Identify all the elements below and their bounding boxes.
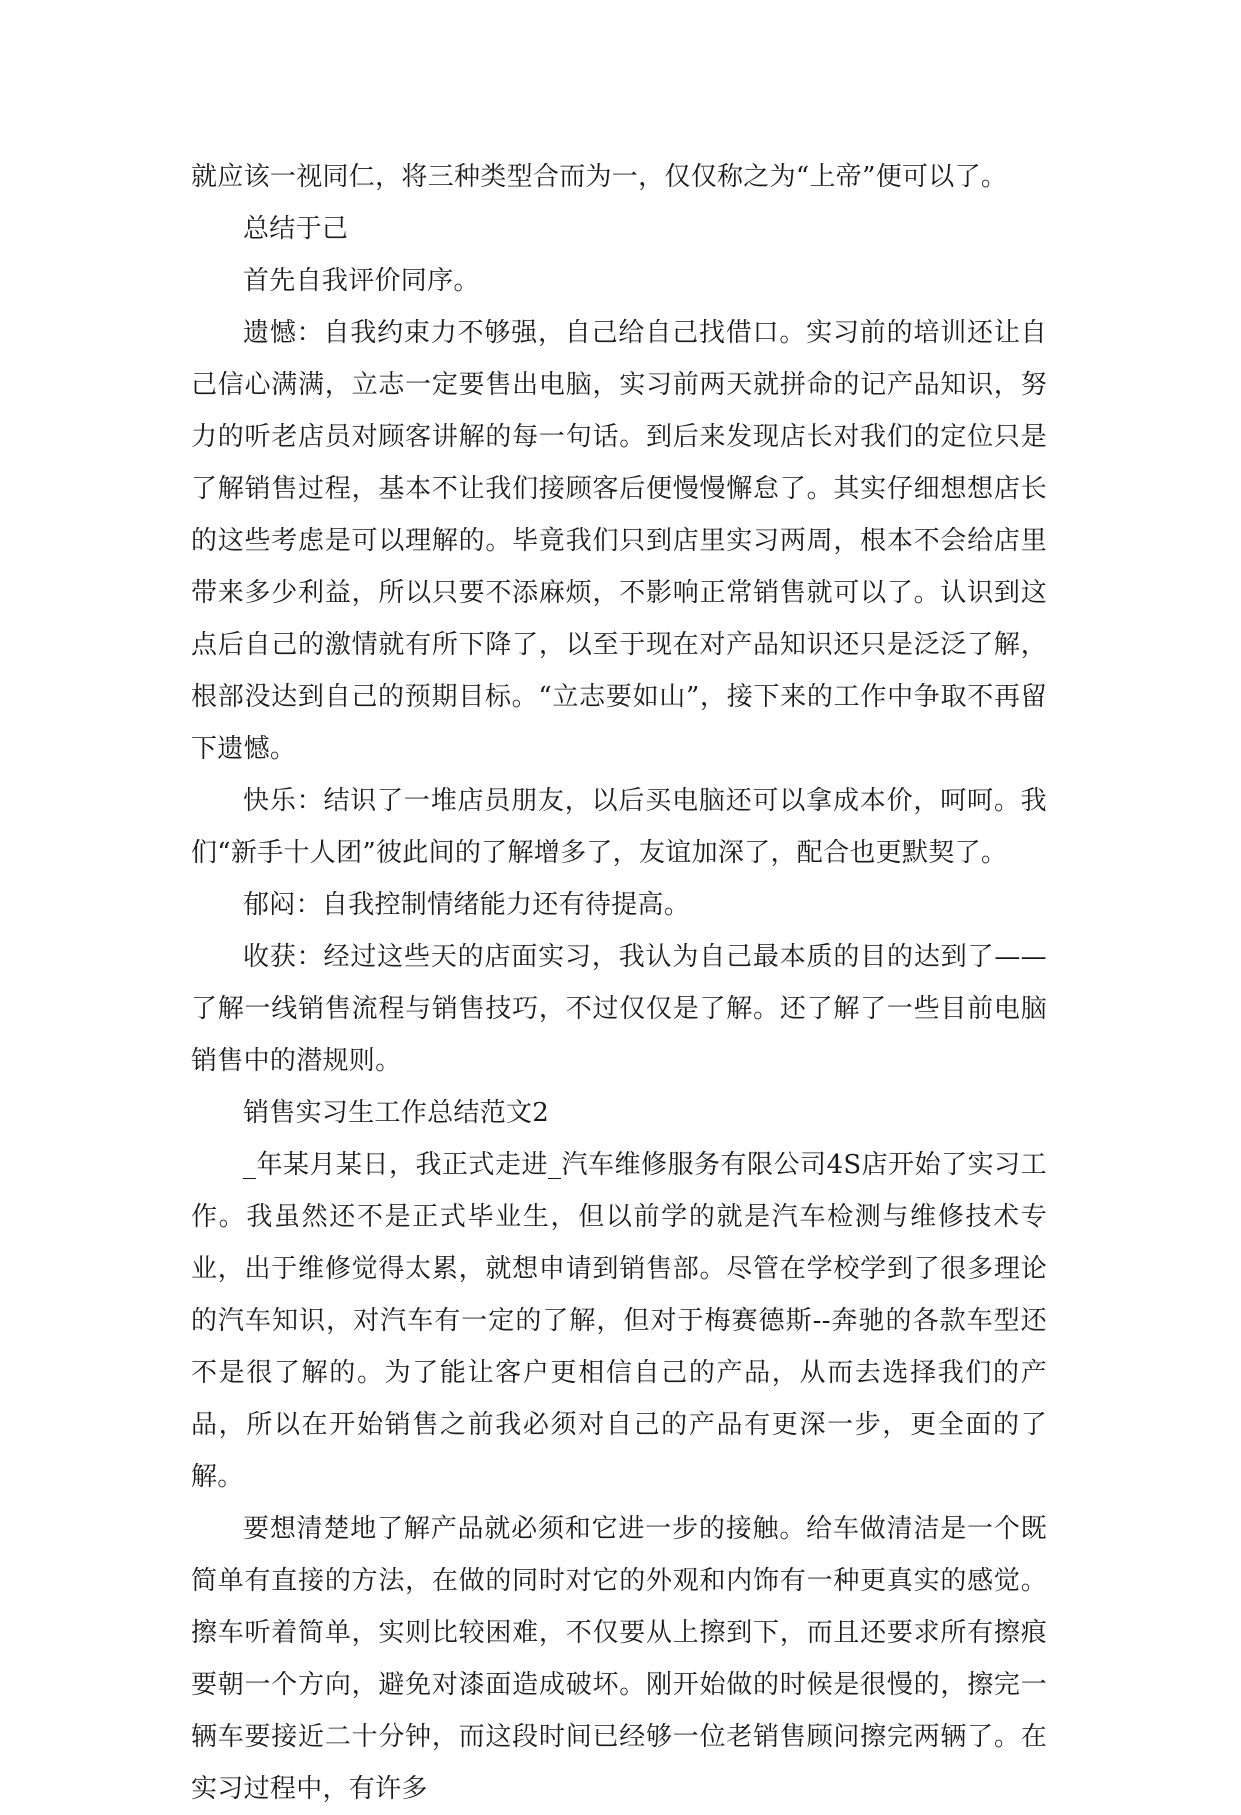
section-heading-sample-2: 销售实习生工作总结范文2 — [243, 1098, 550, 1128]
paragraph-happiness: 快乐：结识了一堆店员朋友，以后买电脑还可以拿成本价，呵呵。我们“新手十人团”彼此间的了解增多了，友谊加深了，配合也更默契了。 — [191, 786, 1047, 868]
paragraph-regrets: 遗憾：自我约束力不够强，自己给自己找借口。实习前的培训还让自己信心满满，立志一定要售出电脑，实习前两天就拼命的记产品知识，努力的听老店员对顾客讲解的每一句话。到后来发现店长对我们的定位只是了解销售过程，基本不让我们接顾客后便慢慢懈怠了。其实仔细想想店长的这些考虑是可以理解的。毕竟我们只到店里实习两周，根本不会给店里带来多少利益，所以只要不添麻烦，不影响正常销售就可以了。认识到这点后自己的激情就有所下降了，以至于现在对产品知识还只是泛泛了解，根部没达到自己的预期目标。“立志要如山”，接下来的工作中争取不再留下遗憾。 — [191, 318, 1047, 764]
section-heading-self-summary: 总结于己 — [243, 214, 349, 244]
paragraph-self-evaluation-intro: 首先自我评价同序。 — [243, 266, 480, 296]
paragraph-continued: 就应该一视同仁，将三种类型合而为一，仅仅称之为“上帝”便可以了。 — [191, 162, 1008, 192]
paragraph-product-knowledge: 要想清楚地了解产品就必须和它进一步的接触。给车做清洁是一个既简单有直接的方法，在做的同时对它的外观和内饰有一种更真实的感觉。擦车听着简单，实则比较困难，不仅要从上擦到下，而且还要求所有擦痕要朝一个方向，避免对漆面造成破坏。刚开始做的时候是很慢的，擦完一辆车要接近二十分钟，而这段时间已经够一位老销售顾问擦完两辆了。在实习过程中，有许多 — [191, 1514, 1047, 1804]
paragraph-gains: 收获：经过这些天的店面实习，我认为自己最本质的目的达到了——了解一线销售流程与销售技巧，不过仅仅是了解。还了解了一些目前电脑销售中的潜规则。 — [191, 942, 1047, 1076]
paragraph-frustration: 郁闷：自我控制情绪能力还有待提高。 — [243, 890, 691, 920]
paragraph-internship-start: _年某月某日，我正式走进_汽车维修服务有限公司4S店开始了实习工作。我虽然还不是正式毕业生，但以前学的就是汽车检测与维修技术专业，出于维修觉得太累，就想申请到销售部。尽管在学校学到了很多理论的汽车知识，对汽车有一定的了解，但对于梅赛德斯--奔驰的各款车型还不是很了解的。为了能让客户更相信自己的产品，从而去选择我们的产品，所以在开始销售之前我必须对自己的产品有更深一步，更全面的了解。 — [191, 1150, 1047, 1492]
document-body — [191, 151, 1047, 1815]
